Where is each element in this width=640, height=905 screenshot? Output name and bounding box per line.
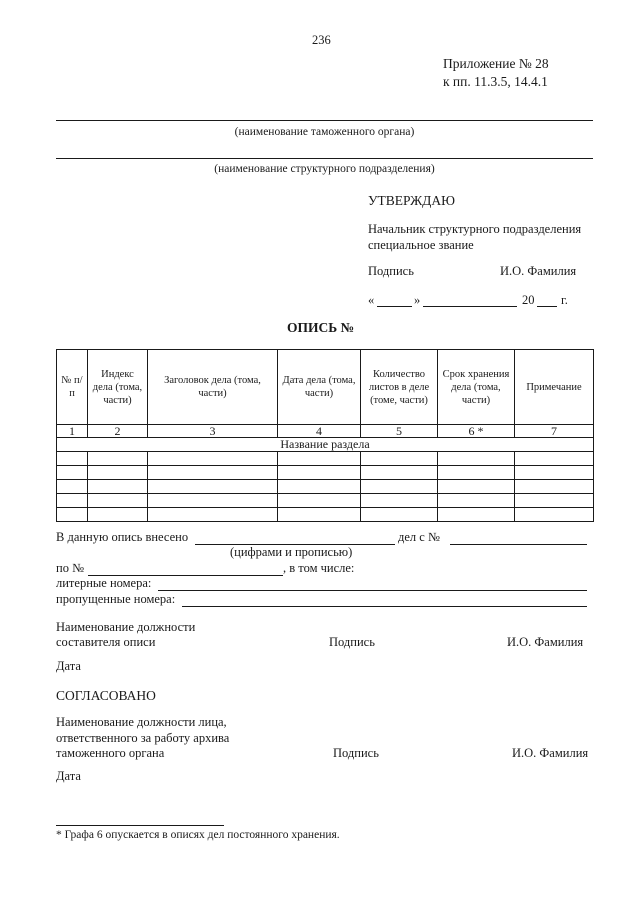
footnote-text: * Графа 6 опускается в описях дел постоянного хранения. <box>56 829 340 841</box>
missed-numbers-blank <box>182 606 587 607</box>
approval-year-suffix: г. <box>561 293 568 307</box>
header-cell-retention: Срок хранения дела (тома, части) <box>438 350 515 425</box>
footnote-separator <box>56 825 224 826</box>
table-row <box>57 494 594 508</box>
approval-position-line2: специальное звание <box>368 238 474 252</box>
summary-line2-suffix: , в том числе: <box>283 561 355 575</box>
header-cell-number: № п/п <box>57 350 88 425</box>
agreed-position-line2: ответственного за работу архива <box>56 731 230 745</box>
approval-title: УТВЕРЖДАЮ <box>368 193 456 208</box>
compiler-position-line1: Наименование должности <box>56 620 196 634</box>
inventory-title: ОПИСЬ № <box>287 320 355 335</box>
summary-caption: (цифрами и прописью) <box>230 545 353 559</box>
agreed-date-label: Дата <box>56 769 81 783</box>
subdivision-caption: (наименование структурного подразделения) <box>214 163 435 175</box>
column-number-cell: 7 <box>515 425 594 438</box>
agreed-name-label: И.О. Фамилия <box>512 746 589 760</box>
approval-day-blank <box>377 306 412 307</box>
approval-year-blank <box>537 306 557 307</box>
letter-numbers-label: литерные номера: <box>56 576 152 590</box>
subdivision-line <box>56 158 593 159</box>
compiler-date-label: Дата <box>56 659 81 673</box>
column-number-cell: 2 <box>88 425 148 438</box>
table-section-row <box>57 438 594 452</box>
section-name-cell: Название раздела <box>57 438 594 452</box>
appendix-title: Приложение № 28 <box>443 56 549 71</box>
table-row <box>57 452 594 466</box>
column-number-cell: 4 <box>278 425 361 438</box>
summary-line1-prefix: В данную опись внесено <box>56 530 189 544</box>
header-cell-date: Дата дела (тома, части) <box>278 350 361 425</box>
column-number-cell: 6 * <box>438 425 515 438</box>
approval-date-open-quote: « <box>368 293 375 307</box>
column-number-cell: 1 <box>57 425 88 438</box>
agreed-title: СОГЛАСОВАНО <box>56 688 156 703</box>
agreed-position-line3: таможенного органа <box>56 746 165 760</box>
summary-line1-suffix: дел с № <box>398 530 440 544</box>
header-cell-sheets: Количество листов в деле (томе, части) <box>361 350 438 425</box>
agreed-position-line1: Наименование должности лица, <box>56 715 227 729</box>
summary-line2-prefix: по № <box>56 561 84 575</box>
table-row <box>57 480 594 494</box>
page-number: 236 <box>312 33 331 47</box>
compiler-name-label: И.О. Фамилия <box>507 635 584 649</box>
table-header-row <box>57 350 594 425</box>
approval-signature-label: Подпись <box>368 264 414 278</box>
table-row <box>57 466 594 480</box>
column-number-cell: 3 <box>148 425 278 438</box>
letter-numbers-blank <box>158 590 587 591</box>
inventory-table <box>56 349 594 522</box>
approval-date-close-quote: » <box>414 293 421 307</box>
header-cell-index: Индекс дела (тома, части) <box>88 350 148 425</box>
column-number-cell: 5 <box>361 425 438 438</box>
approval-position-line1: Начальник структурного подразделения <box>368 222 582 236</box>
table-column-numbers-row <box>57 425 594 438</box>
compiler-signature-label: Подпись <box>329 635 375 649</box>
approval-name-label: И.О. Фамилия <box>500 264 577 278</box>
approval-year-prefix: 20 <box>522 293 535 307</box>
appendix-reference: к пп. 11.3.5, 14.4.1 <box>443 74 548 89</box>
customs-body-caption: (наименование таможенного органа) <box>234 126 415 138</box>
agreed-signature-label: Подпись <box>333 746 379 760</box>
approval-month-blank <box>423 306 517 307</box>
missed-numbers-label: пропущенные номера: <box>56 592 176 606</box>
summary-from-number-blank <box>450 544 587 545</box>
table-row <box>57 508 594 522</box>
header-cell-title: Заголовок дела (тома, части) <box>148 350 278 425</box>
compiler-position-line2: составителя описи <box>56 635 156 649</box>
customs-body-line <box>56 120 593 121</box>
header-cell-note: Примечание <box>515 350 594 425</box>
